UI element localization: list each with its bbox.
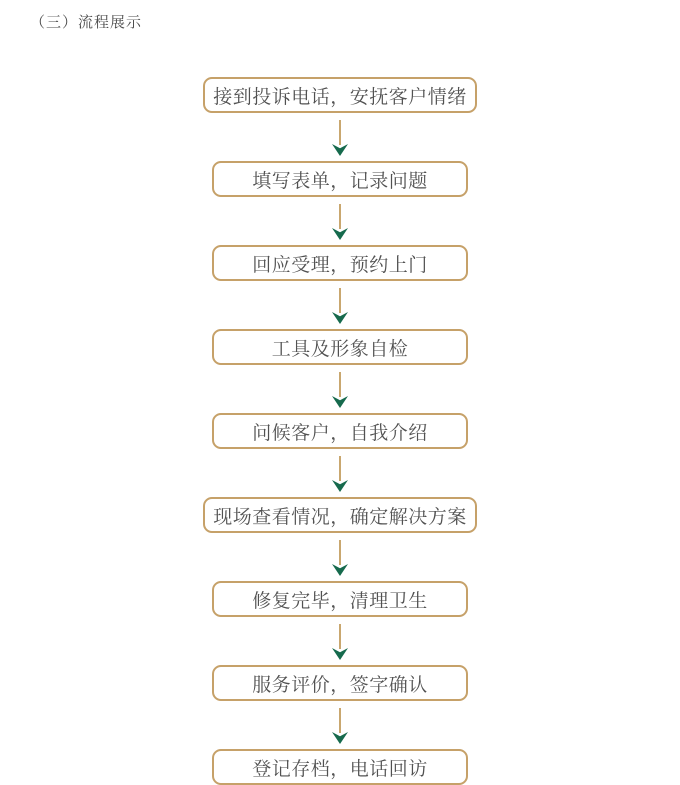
arrow-shaft <box>339 708 341 733</box>
arrow-shaft <box>339 540 341 565</box>
down-arrow <box>332 449 348 497</box>
flow-step <box>212 749 468 785</box>
arrow-shaft <box>339 624 341 649</box>
arrow-head-icon <box>332 228 348 240</box>
arrow-shaft <box>339 372 341 397</box>
flow-step <box>212 581 468 665</box>
arrow-shaft <box>339 204 341 229</box>
flow-step <box>212 245 468 329</box>
flow-step-box <box>212 329 468 365</box>
flow-step-label: 现场查看情况，确定解决方案 <box>213 506 467 528</box>
flow-step-label: 修复完毕，清理卫生 <box>252 590 428 612</box>
arrow-head-icon <box>332 396 348 408</box>
flow-step <box>212 413 468 497</box>
flow-step-box <box>212 413 468 449</box>
arrow-head-icon <box>332 312 348 324</box>
down-arrow <box>332 365 348 413</box>
arrow-head-icon <box>332 648 348 660</box>
flow-step-label: 填写表单，记录问题 <box>252 170 428 192</box>
arrow-head-icon <box>332 144 348 156</box>
arrow-head-icon <box>332 732 348 744</box>
arrow-head-icon <box>332 564 348 576</box>
flow-step-box <box>203 77 477 113</box>
flow-step <box>212 329 468 413</box>
down-arrow <box>332 281 348 329</box>
arrow-shaft <box>339 120 341 145</box>
down-arrow <box>332 701 348 749</box>
flow-step-label: 回应受理，预约上门 <box>252 254 428 276</box>
flow-step-label: 工具及形象自检 <box>271 338 409 360</box>
flow-step-box <box>203 497 477 533</box>
down-arrow <box>332 533 348 581</box>
flow-step <box>212 161 468 245</box>
flowchart <box>0 77 680 785</box>
flow-step-label: 问候客户，自我介绍 <box>252 422 428 444</box>
flow-step-box <box>212 749 468 785</box>
flow-step-box <box>212 245 468 281</box>
arrow-shaft <box>339 456 341 481</box>
flow-step-label: 服务评价，签字确认 <box>252 674 428 696</box>
flow-step-box <box>212 581 468 617</box>
flow-step-box <box>212 161 468 197</box>
flow-step <box>212 665 468 749</box>
page-title: （三）流程展示 <box>30 14 143 31</box>
flow-step-box <box>212 665 468 701</box>
flow-step-label: 登记存档，电话回访 <box>252 758 428 780</box>
flow-step-label: 接到投诉电话，安抚客户情绪 <box>213 86 467 108</box>
flow-step <box>203 77 477 161</box>
down-arrow <box>332 617 348 665</box>
down-arrow <box>332 197 348 245</box>
down-arrow <box>332 113 348 161</box>
arrow-head-icon <box>332 480 348 492</box>
flow-step <box>203 497 477 581</box>
arrow-shaft <box>339 288 341 313</box>
